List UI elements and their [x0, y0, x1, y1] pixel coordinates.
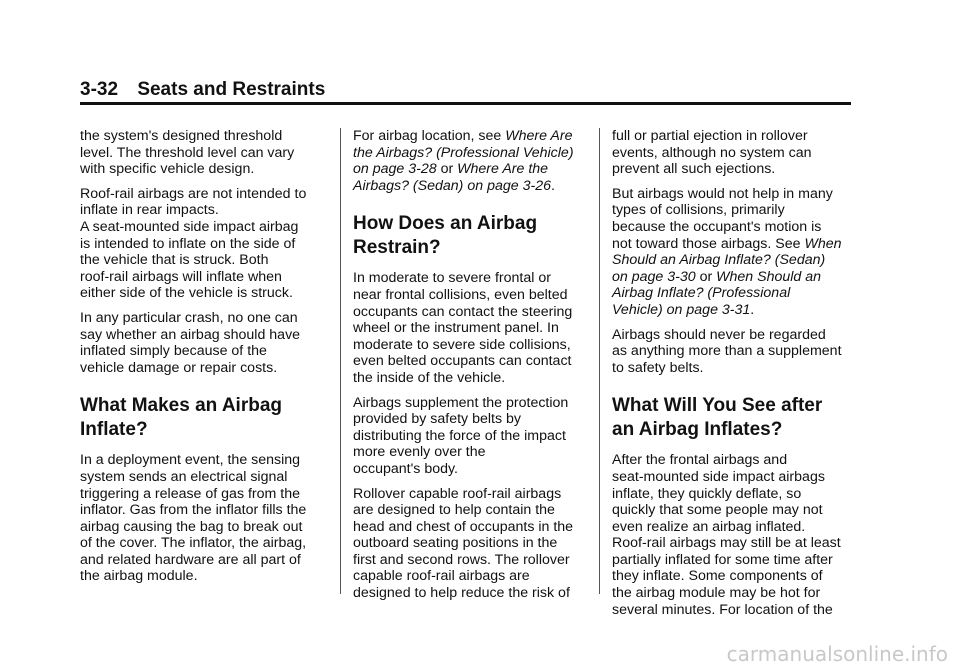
text-line: the inside of the vehicle.: [353, 369, 506, 386]
text-line: are designed to help contain the: [353, 502, 555, 519]
text-line: the airbag module may be hot for: [612, 585, 821, 602]
text-line: provided by safety belts by: [353, 411, 521, 428]
column-3: [612, 128, 862, 626]
text-line: is intended to inflate on the side of: [80, 235, 296, 252]
text-line: because the occupant's motion is: [612, 218, 822, 235]
text-line: types of collisions, primarily: [612, 202, 785, 219]
paragraph: [353, 270, 603, 386]
text-line: inflate in rear impacts.: [80, 202, 219, 219]
heading-line: What Makes an Airbag: [80, 395, 283, 417]
text-line: Airbags supplement the protection: [353, 394, 569, 411]
text-line: to safety belts.: [612, 359, 704, 376]
text-line: capable roof-rail airbags are: [353, 568, 530, 585]
text-line: full or partial ejection in rollover: [612, 128, 808, 144]
text-line: [612, 285, 862, 302]
text-line: [353, 145, 603, 162]
text: or: [436, 161, 458, 178]
text-line: the airbag module.: [80, 568, 198, 585]
text-line: as anything more than a supplement: [612, 343, 842, 360]
text-line: Roof-rail airbags may still be at least: [612, 535, 841, 552]
text: not toward those airbags. See: [612, 235, 805, 252]
text-line: moderate to severe side collisions,: [353, 336, 571, 353]
paragraph: [80, 310, 330, 376]
text-line: After the frontal airbags and: [612, 452, 788, 469]
section-heading: [353, 212, 603, 260]
text-line: partially inflated for some time after: [612, 551, 833, 568]
paragraph: [612, 128, 862, 178]
column-1: [80, 128, 330, 593]
text-line: roof-rail airbags will inflate when: [80, 268, 282, 285]
text-line: [353, 178, 603, 195]
text-line: seat-mounted side impact airbags: [612, 468, 825, 485]
cross-reference-link[interactable]: on page 3-30: [612, 268, 696, 285]
column-2: [353, 128, 603, 610]
text-line: airbag causing the bag to break out: [80, 518, 303, 535]
cross-reference-link[interactable]: on page 3-28: [353, 161, 437, 178]
text-line: near frontal collisions, even belted: [353, 286, 568, 303]
text: .: [550, 177, 555, 194]
heading-line: What Will You See after: [612, 395, 823, 417]
text-line: In moderate to severe frontal or: [353, 270, 551, 287]
text-line: [353, 161, 603, 178]
text-line: even belted occupants can contact: [353, 353, 572, 370]
cross-reference-link[interactable]: Where Are: [505, 128, 573, 144]
paragraph: [80, 128, 330, 178]
paragraph: [80, 186, 330, 219]
text-line: [353, 128, 603, 145]
text-line: In a deployment event, the sensing: [80, 452, 301, 469]
text-line: with specific vehicle design.: [80, 161, 255, 178]
text-line: Airbags should never be regarded: [612, 326, 826, 343]
text-line: inflator. Gas from the inflator fills the: [80, 502, 307, 519]
section-heading: [80, 394, 330, 442]
watermark: carmanualsonline.info: [726, 642, 948, 666]
text-line: inflated simply because of the: [80, 343, 267, 360]
text-line: [612, 236, 862, 253]
text-line: wheel or the instrument panel. In: [353, 320, 559, 337]
text: For airbag location, see: [353, 128, 506, 144]
text-line: the system's designed threshold: [80, 128, 283, 144]
section-title: Seats and Restraints: [137, 79, 326, 100]
text-line: Rollover capable roof-rail airbags: [353, 485, 562, 502]
text-line: Roof-rail airbags are not intended to: [80, 185, 307, 202]
cross-reference-link[interactable]: When: [804, 235, 842, 252]
heading-line: Restrain?: [353, 237, 441, 259]
paragraph: [80, 452, 330, 585]
text-line: But airbags would not help in many: [612, 185, 833, 202]
text-line: occupants can contact the steering: [353, 303, 573, 320]
text-line: either side of the vehicle is struck.: [80, 285, 293, 302]
paragraph: [353, 395, 603, 478]
cross-reference-link[interactable]: Where Are the: [457, 161, 549, 178]
section-heading: [612, 394, 862, 442]
paragraph: [612, 452, 862, 618]
text-line: level. The threshold level can vary: [80, 144, 295, 161]
text-line: the vehicle that is struck. Both: [80, 252, 269, 269]
text-line: quickly that some people may not: [612, 502, 823, 519]
heading-line: an Airbag Inflates?: [612, 419, 783, 441]
text-line: several minutes. For location of the: [612, 601, 833, 618]
text-line: first and second rows. The rollover: [353, 551, 570, 568]
text-line: even realize an airbag inflated.: [612, 518, 806, 535]
cross-reference-link[interactable]: Airbags? (Sedan) on page 3-26: [353, 177, 551, 194]
cross-reference-link[interactable]: Airbag Inflate? (Professional: [612, 285, 791, 302]
text: or: [695, 268, 717, 285]
text-line: vehicle damage or repair costs.: [80, 359, 278, 376]
paragraph: [80, 219, 330, 302]
text-line: [612, 269, 862, 286]
cross-reference-link[interactable]: Should an Airbag Inflate? (Sedan): [612, 252, 826, 269]
heading-line: Inflate?: [80, 419, 148, 441]
text-line: inflate, they quickly deflate, so: [612, 485, 802, 502]
text-line: events, although no system can: [612, 144, 812, 161]
text-line: system sends an electrical signal: [80, 468, 288, 485]
header-rule: [80, 102, 851, 105]
paragraph: [353, 486, 603, 602]
paragraph: [612, 327, 862, 377]
text-line: more evenly over the: [353, 444, 486, 461]
text-line: designed to help reduce the risk of: [353, 585, 570, 602]
column-divider-1: [340, 128, 341, 594]
text-line: triggering a release of gas from the: [80, 485, 301, 502]
paragraph: [612, 186, 862, 319]
text-line: A seat-mounted side impact airbag: [80, 218, 299, 235]
text-line: [612, 252, 862, 269]
cross-reference-link[interactable]: the Airbags? (Professional Vehicle): [353, 144, 574, 161]
text-line: head and chest of occupants in the: [353, 518, 574, 535]
text-line: occupant's body.: [353, 460, 458, 477]
text-line: of the cover. The inflator, the airbag,: [80, 535, 307, 552]
text-line: say whether an airbag should have: [80, 326, 301, 343]
text-line: distributing the force of the impact: [353, 427, 566, 444]
text-line: [612, 302, 862, 319]
cross-reference-link[interactable]: Vehicle) on page 3-31: [612, 301, 751, 318]
text-line: In any particular crash, no one can: [80, 309, 298, 326]
text-line: outboard seating positions in the: [353, 535, 558, 552]
text-line: and related hardware are all part of: [80, 551, 301, 568]
text-line: they inflate. Some components of: [612, 568, 823, 585]
page-header: [80, 79, 325, 101]
paragraph: [353, 128, 603, 194]
heading-line: How Does an Airbag: [353, 213, 538, 235]
text: .: [750, 301, 755, 318]
text-line: prevent all such ejections.: [612, 161, 776, 178]
page-number: 3-32: [80, 79, 119, 100]
cross-reference-link[interactable]: When Should an: [716, 268, 822, 285]
